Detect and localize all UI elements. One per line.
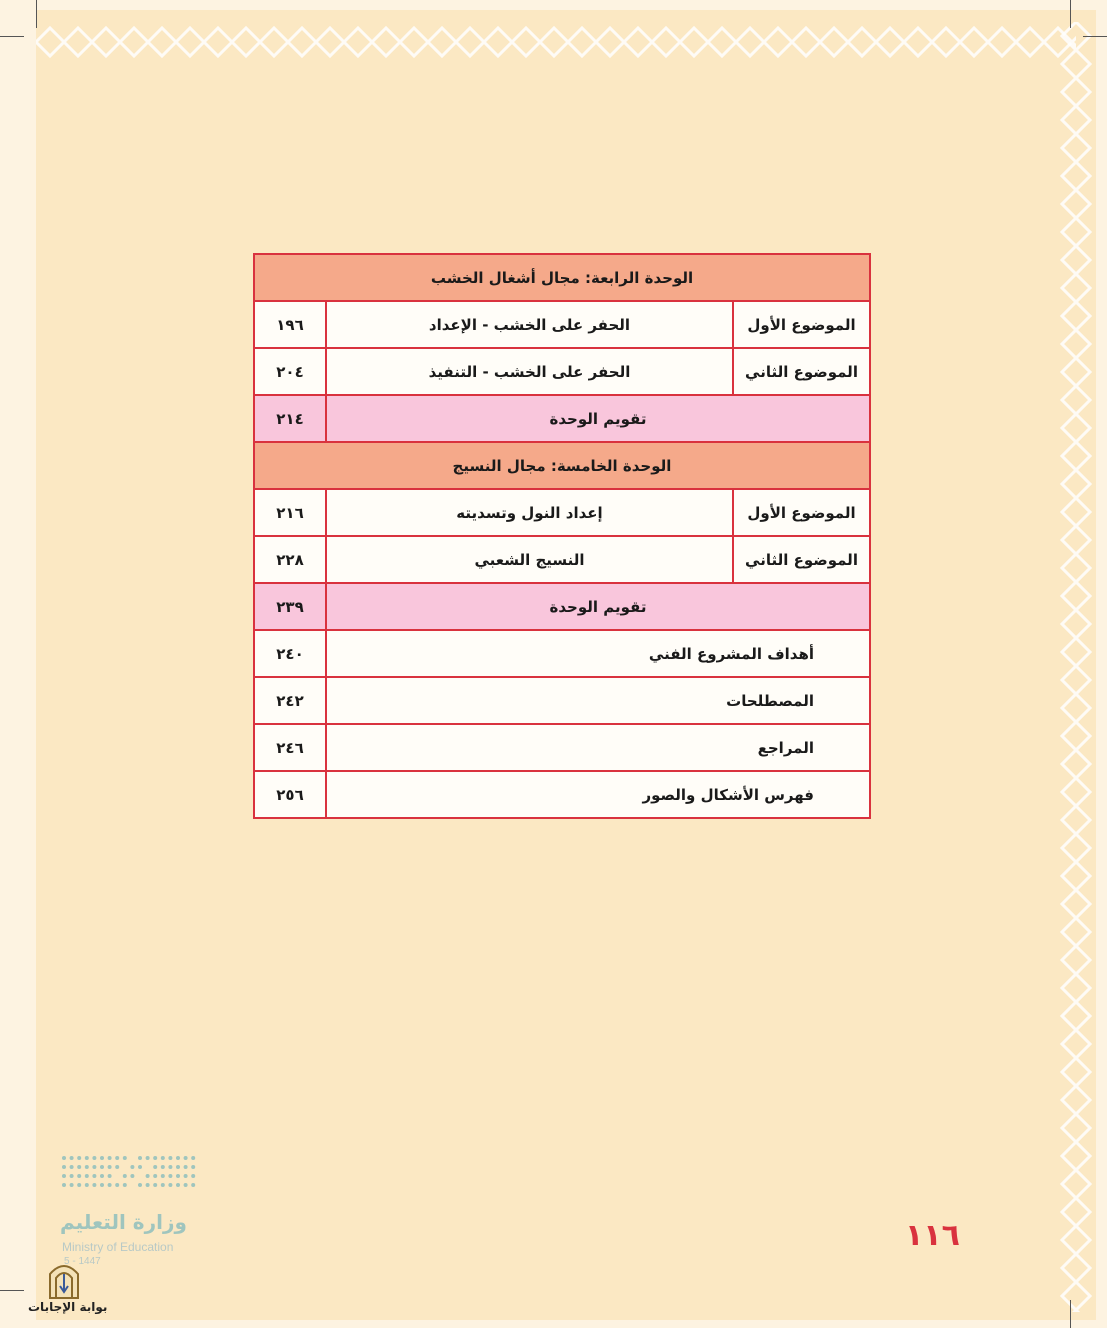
unit-heading: الوحدة الخامسة: مجال النسيج	[254, 442, 870, 489]
ministry-logo-dots-icon	[60, 1152, 200, 1202]
ministry-name-english: Ministry of Education	[62, 1240, 174, 1254]
topic-label: الموضوع الثاني	[733, 536, 870, 583]
crop-mark	[36, 0, 37, 28]
appendix-title: فهرس الأشكال والصور	[326, 771, 870, 818]
crop-mark	[1083, 36, 1107, 37]
unit-heading: الوحدة الرابعة: مجال أشغال الخشب	[254, 254, 870, 301]
decorative-border-right	[1056, 22, 1096, 1312]
table-row	[254, 489, 870, 536]
topic-label: الموضوع الثاني	[733, 348, 870, 395]
topic-title: النسيج الشعبي	[326, 536, 733, 583]
page-ref: ٢١٦	[254, 489, 326, 536]
table-of-contents	[253, 253, 871, 819]
page-ref: ٢٣٩	[254, 583, 326, 630]
decorative-border-top	[36, 22, 1076, 62]
topic-title: إعداد النول وتسديته	[326, 489, 733, 536]
evaluation-row	[254, 583, 870, 630]
topic-label: الموضوع الأول	[733, 489, 870, 536]
evaluation-title: تقويم الوحدة	[326, 395, 870, 442]
table-row	[254, 348, 870, 395]
watermark-text: بوابة الإجابات	[28, 1300, 108, 1314]
unit-heading-row	[254, 254, 870, 301]
appendix-title: المراجع	[326, 724, 870, 771]
answers-portal-logo-icon	[42, 1256, 86, 1300]
table-row	[254, 771, 870, 818]
page-ref: ٢٢٨	[254, 536, 326, 583]
crop-mark	[1070, 0, 1071, 28]
crop-mark	[0, 1290, 24, 1291]
topic-title: الحفر على الخشب - التنفيذ	[326, 348, 733, 395]
page-ref: ١٩٦	[254, 301, 326, 348]
table-row	[254, 724, 870, 771]
unit-heading-row	[254, 442, 870, 489]
page-ref: ٢٤٠	[254, 630, 326, 677]
page-ref: ٢٤٦	[254, 724, 326, 771]
crop-mark	[1070, 1300, 1071, 1328]
page-ref: ٢١٤	[254, 395, 326, 442]
crop-mark	[0, 36, 24, 37]
page-ref: ٢٠٤	[254, 348, 326, 395]
ministry-year: 5 - 1447	[64, 1256, 101, 1267]
topic-label: الموضوع الأول	[733, 301, 870, 348]
table-row	[254, 536, 870, 583]
evaluation-row	[254, 395, 870, 442]
page-ref: ٢٤٢	[254, 677, 326, 724]
ministry-name-arabic: وزارة التعليم	[60, 1210, 187, 1234]
table-row	[254, 630, 870, 677]
table-row	[254, 677, 870, 724]
table-row	[254, 301, 870, 348]
appendix-title: أهداف المشروع الفني	[326, 630, 870, 677]
evaluation-title: تقويم الوحدة	[326, 583, 870, 630]
page-number: ١١٦	[905, 1218, 960, 1253]
topic-title: الحفر على الخشب - الإعداد	[326, 301, 733, 348]
page-ref: ٢٥٦	[254, 771, 326, 818]
appendix-title: المصطلحات	[326, 677, 870, 724]
